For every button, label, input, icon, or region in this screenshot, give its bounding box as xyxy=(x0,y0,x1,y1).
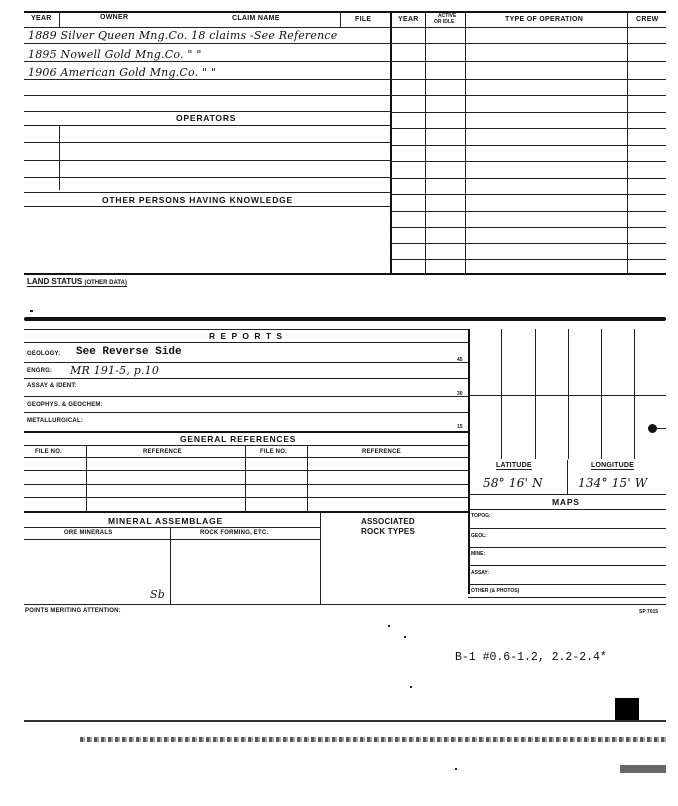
col-rule-file xyxy=(340,11,341,27)
maps-other: OTHER (& PHOTOS) xyxy=(471,588,520,594)
header-claim-name: CLAIM NAME xyxy=(232,15,280,22)
ops-row-1 xyxy=(390,43,666,44)
ops-row-2 xyxy=(390,61,666,62)
maps-heading: MAPS xyxy=(552,497,580,507)
associated-heading-2: ROCK TYPES xyxy=(361,527,416,536)
other-persons-top-rule xyxy=(24,192,390,193)
ops-row-5 xyxy=(390,112,666,113)
reports-rule-4 xyxy=(24,412,468,413)
ops-row-14 xyxy=(390,259,666,260)
scan-smear-band-2 xyxy=(80,737,666,742)
grid-row-1 xyxy=(468,395,666,396)
header-or-idle: OR IDLE xyxy=(434,19,455,25)
margin-30: 30 xyxy=(457,391,463,397)
ops-row-4 xyxy=(390,95,666,96)
col-rule-active xyxy=(465,11,466,273)
scan-dot-5 xyxy=(30,310,33,312)
header-bottom-rule xyxy=(24,27,666,28)
ops-row-6 xyxy=(390,128,666,129)
ore-mineral-sb: Sb xyxy=(150,588,165,601)
operators-rule-4 xyxy=(24,177,390,178)
col-rule-year xyxy=(59,11,60,27)
operators-rule-2 xyxy=(24,142,390,143)
grid-col-3 xyxy=(568,329,569,459)
grid-col-5 xyxy=(634,329,635,459)
refs-rule-header xyxy=(24,445,468,446)
reports-heading: R E P O R T S xyxy=(209,331,284,341)
maps-rule-4 xyxy=(468,584,666,585)
owner-rule-1 xyxy=(24,43,390,44)
scan-dot-2 xyxy=(404,636,406,638)
other-persons-heading: OTHER PERSONS HAVING KNOWLEDGE xyxy=(102,195,294,205)
owner-row-3: 1906 American Gold Mng.Co. " " xyxy=(28,66,217,79)
owner-rule-4 xyxy=(24,95,390,96)
grid-marker-line xyxy=(656,428,666,429)
maps-rule-2 xyxy=(468,547,666,548)
refs-file-no-1: FILE NO. xyxy=(35,449,62,455)
margin-45: 45 xyxy=(457,357,463,363)
refs-rule-3 xyxy=(24,484,468,485)
rock-forming-heading: ROCK FORMING, ETC. xyxy=(200,530,269,536)
scan-black-square xyxy=(615,698,639,722)
ore-minerals-heading: ORE MINERALS xyxy=(64,530,113,536)
bottom-note: B-1 #0.6-1.2, 2.2-2.4* xyxy=(455,651,607,664)
ops-row-10 xyxy=(390,194,666,195)
latitude-label: LATITUDE xyxy=(496,462,532,469)
grid-col-1 xyxy=(501,329,502,459)
ops-row-7 xyxy=(390,145,666,146)
maps-rule-0 xyxy=(468,509,666,510)
refs-col-1 xyxy=(86,445,87,511)
ops-row-11 xyxy=(390,211,666,212)
maps-rule-1 xyxy=(468,528,666,529)
refs-rule-5 xyxy=(24,511,468,513)
scan-smear-corner xyxy=(620,765,666,773)
latitude-value: 58° 16' N xyxy=(483,476,543,490)
header-active: ACTIVE xyxy=(438,13,457,19)
longitude-label: LONGITUDE xyxy=(591,462,635,469)
ops-row-9 xyxy=(390,178,666,179)
other-persons-rule xyxy=(24,206,390,207)
reports-rule-1 xyxy=(24,362,468,363)
owner-row-1: 1889 Silver Queen Mng.Co. 18 claims -See Reference xyxy=(28,29,338,42)
operators-top-rule xyxy=(24,111,390,112)
minerals-col-2 xyxy=(320,512,321,604)
ops-row-3 xyxy=(390,79,666,80)
engrg-label: ENGRG: xyxy=(27,368,53,374)
land-status-title: LAND STATUS xyxy=(27,277,83,286)
maps-assay: ASSAY: xyxy=(471,570,490,576)
general-references-heading: GENERAL REFERENCES xyxy=(180,434,297,444)
refs-col-2 xyxy=(245,445,246,511)
owner-rule-3 xyxy=(24,79,390,80)
minerals-col-1 xyxy=(170,527,171,604)
scan-dot-4 xyxy=(455,768,457,770)
refs-reference-1: REFERENCE xyxy=(143,449,182,455)
refs-rule-4 xyxy=(24,497,468,498)
refs-col-3 xyxy=(307,445,308,511)
grid-col-2 xyxy=(535,329,536,459)
geophys-label: GEOPHYS. & GEOCHEM: xyxy=(27,402,103,408)
header-file: FILE xyxy=(355,16,372,23)
scan-smear-band xyxy=(24,720,666,722)
header-owner: OWNER xyxy=(100,14,129,21)
reports-rule-3 xyxy=(24,396,468,397)
minerals-rule-sub xyxy=(24,539,320,540)
operators-heading: OPERATORS xyxy=(176,113,237,123)
margin-15: 15 xyxy=(457,424,463,430)
engrg-value: MR 191-5, p.10 xyxy=(70,364,160,377)
scan-dot-1 xyxy=(388,625,390,627)
col-rule-crew xyxy=(627,11,628,273)
latlon-rule xyxy=(468,494,666,495)
minerals-rule-header xyxy=(24,527,320,528)
land-status-label xyxy=(27,277,127,287)
header-crew: CREW xyxy=(636,16,659,23)
top-border xyxy=(24,11,666,13)
points-meriting-label: POINTS MERITING ATTENTION: xyxy=(25,608,121,614)
refs-file-no-2: FILE NO. xyxy=(260,449,287,455)
col-rule-main-divider xyxy=(390,11,392,273)
associated-heading-1: ASSOCIATED xyxy=(361,517,415,526)
top-table-bottom-rule xyxy=(24,273,666,275)
maps-topog: TOPOG: xyxy=(471,513,491,519)
geology-label: GEOLOGY: xyxy=(27,351,61,357)
owner-row-2: 1895 Nowell Gold Mng.Co. " " xyxy=(28,48,202,61)
ops-row-13 xyxy=(390,243,666,244)
grid-col-4 xyxy=(601,329,602,459)
operators-rule-1 xyxy=(24,125,390,126)
header-type-of-operation: TYPE OF OPERATION xyxy=(505,16,584,23)
metallurgical-label: METALLURGICAL: xyxy=(27,418,84,424)
refs-rule-2 xyxy=(24,470,468,471)
header-year: YEAR xyxy=(31,15,52,22)
header-year-2: YEAR xyxy=(398,16,419,23)
maps-rule-5 xyxy=(468,597,666,598)
col-rule-year2 xyxy=(425,11,426,273)
operators-col-rule xyxy=(59,125,60,190)
mineral-assemblage-heading: MINERAL ASSEMBLAGE xyxy=(108,516,223,526)
refs-rule-1 xyxy=(24,457,468,458)
minerals-bottom-rule xyxy=(24,604,666,605)
ops-row-8 xyxy=(390,161,666,162)
reports-top-band xyxy=(24,317,666,321)
reports-header-rule xyxy=(24,329,468,330)
refs-reference-2: REFERENCE xyxy=(362,449,401,455)
reports-rule-5 xyxy=(24,431,468,433)
ops-row-12 xyxy=(390,227,666,228)
latlon-divider xyxy=(567,460,568,494)
geology-value: See Reverse Side xyxy=(76,346,182,358)
operators-rule-3 xyxy=(24,160,390,161)
form-number: SP 7015 xyxy=(639,609,659,615)
maps-geol: GEOL: xyxy=(471,533,487,539)
reports-rule-0 xyxy=(24,342,468,343)
scan-dot-3 xyxy=(410,686,412,688)
maps-rule-3 xyxy=(468,565,666,566)
reports-rule-2 xyxy=(24,378,468,379)
land-status-sub: (OTHER DATA) xyxy=(84,280,127,286)
longitude-value: 134° 15' W xyxy=(578,476,648,490)
reports-right-border xyxy=(468,329,470,594)
owner-rule-2 xyxy=(24,61,390,62)
assay-label: ASSAY & IDENT: xyxy=(27,383,77,389)
maps-mine: MINE: xyxy=(471,551,486,557)
